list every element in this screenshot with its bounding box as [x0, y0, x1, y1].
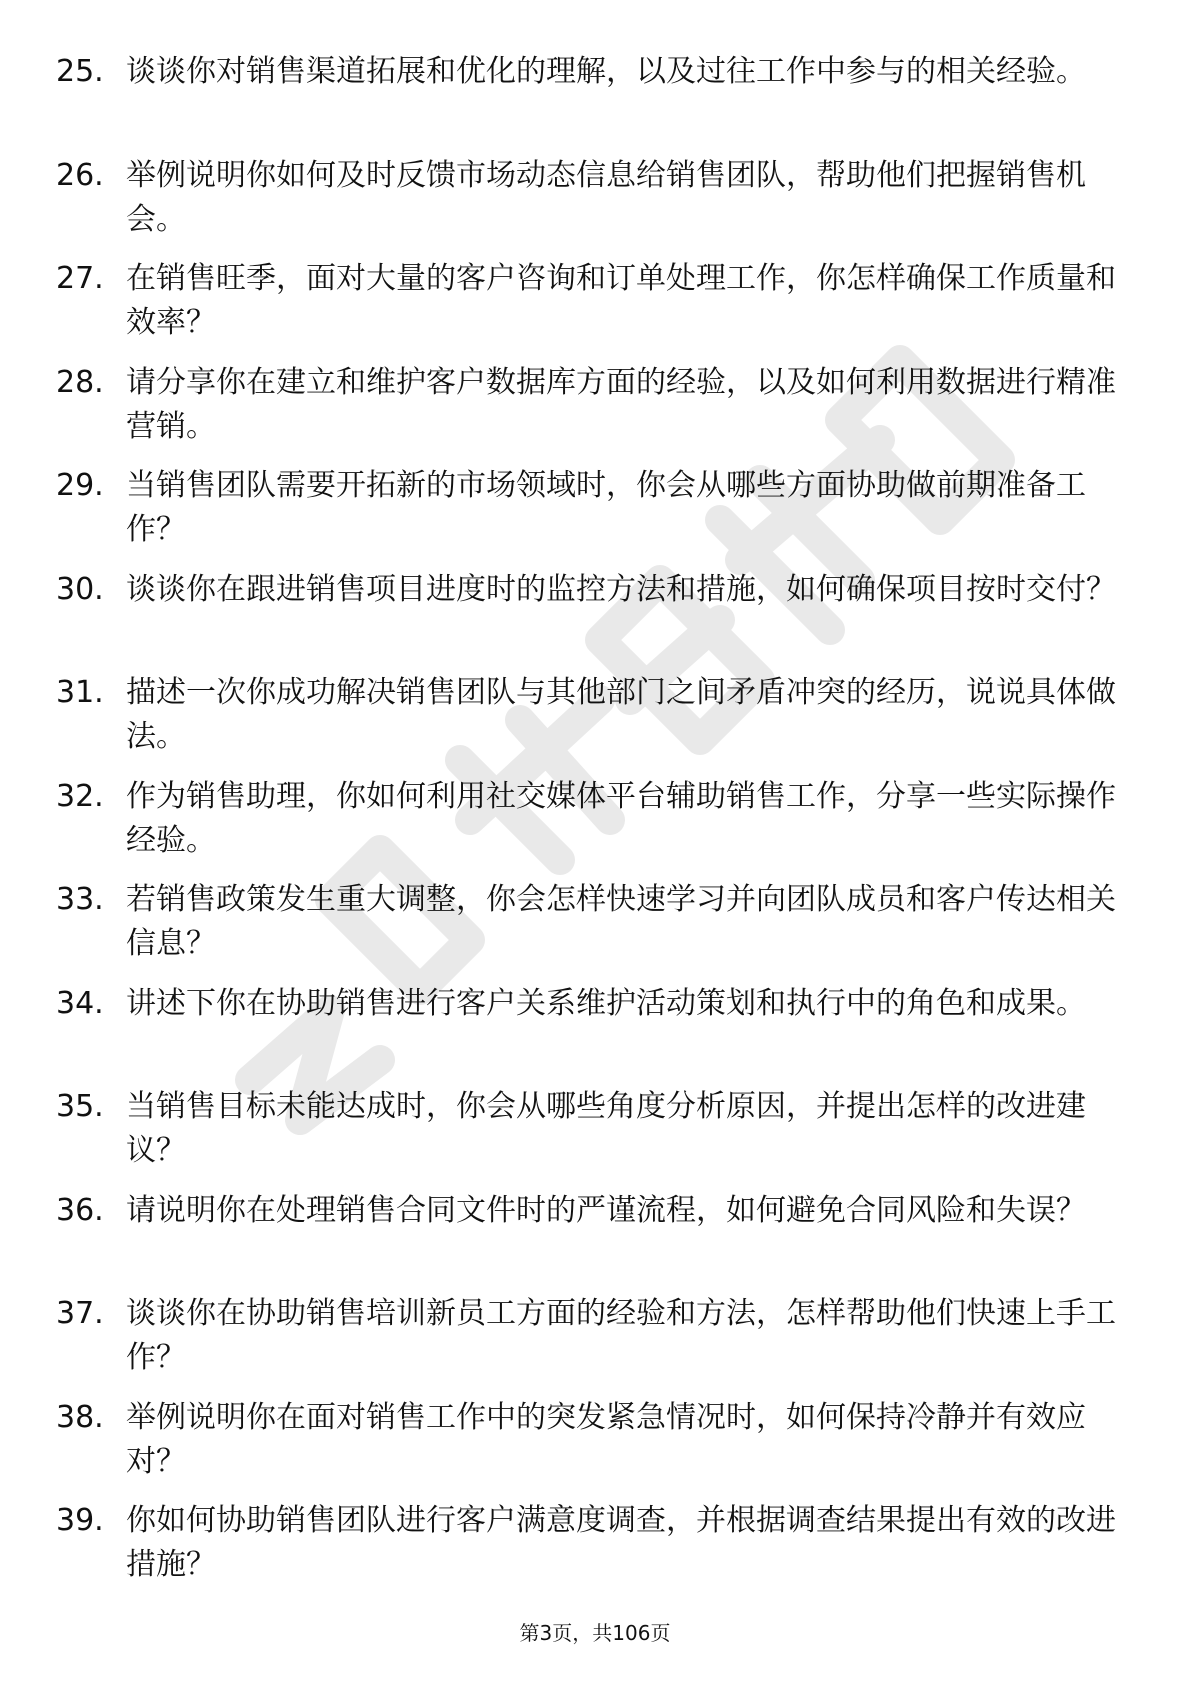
question-text: 若销售政策发生重大调整，你会怎样快速学习并向团队成员和客户传达相关信息？: [126, 882, 1116, 961]
question-item: [56, 50, 1116, 154]
question-number: 34.: [56, 985, 104, 1021]
question-item: [56, 1396, 1116, 1500]
question-item: [56, 1085, 1116, 1189]
question-number: 29.: [56, 468, 104, 503]
question-number: 38.: [56, 1399, 104, 1435]
question-item: [56, 775, 1116, 879]
question-text: 作为销售助理，你如何利用社交媒体平台辅助销售工作，分享一些实际操作经验。: [126, 778, 1116, 858]
question-text: 当销售目标未能达成时，你会从哪些角度分析原因，并提出怎样的改进建议？: [126, 1089, 1086, 1168]
question-list: [56, 50, 1116, 1603]
question-item: [56, 1189, 1116, 1293]
question-number: 32.: [56, 778, 104, 814]
question-text: 谈谈你对销售渠道拓展和优化的理解，以及过往工作中参与的相关经验。: [126, 54, 1086, 89]
question-number: 28.: [56, 364, 104, 400]
question-text: 在销售旺季，面对大量的客户咨询和订单处理工作，你怎样确保工作质量和效率？: [126, 261, 1116, 340]
question-text: 举例说明你在面对销售工作中的突发紧急情况时，如何保持冷静并有效应对？: [126, 1399, 1086, 1479]
question-text: 请分享你在建立和维护客户数据库方面的经验，以及如何利用数据进行精准营销。: [126, 364, 1116, 444]
question-item: [56, 1499, 1116, 1603]
question-text: 谈谈你在跟进销售项目进度时的监控方法和措施，如何确保项目按时交付？: [126, 571, 1116, 607]
question-item: [56, 257, 1116, 361]
question-number: 31.: [56, 675, 104, 710]
question-number: 33.: [56, 882, 104, 917]
question-text: 描述一次你成功解决销售团队与其他部门之间矛盾冲突的经历，说说具体做法。: [126, 675, 1116, 754]
question-item: [56, 361, 1116, 465]
question-text: 你如何协助销售团队进行客户满意度调查，并根据调查结果提出有效的改进措施？: [126, 1503, 1116, 1582]
question-text: 当销售团队需要开拓新的市场领域时，你会从哪些方面协助做前期准备工作？: [126, 468, 1086, 547]
question-item: [56, 671, 1116, 775]
question-item: [56, 464, 1116, 568]
question-item: [56, 982, 1116, 1086]
question-number: 39.: [56, 1503, 104, 1538]
question-item: [56, 878, 1116, 982]
question-item: [56, 154, 1116, 258]
question-item: [56, 1292, 1116, 1396]
question-number: 37.: [56, 1296, 104, 1331]
question-number: 25.: [56, 54, 104, 89]
question-text: 举例说明你如何及时反馈市场动态信息给销售团队，帮助他们把握销售机会。: [126, 157, 1086, 237]
page-number-footer: 第3页，共106页: [519, 1621, 671, 1645]
question-number: 30.: [56, 571, 104, 607]
question-number: 27.: [56, 261, 104, 296]
question-number: 35.: [56, 1089, 104, 1124]
question-item: [56, 568, 1116, 672]
question-text: 谈谈你在协助销售培训新员工方面的经验和方法，怎样帮助他们快速上手工作？: [126, 1296, 1116, 1375]
question-number: 36.: [56, 1192, 104, 1228]
question-number: 26.: [56, 157, 104, 193]
question-text: 讲述下你在协助销售进行客户关系维护活动策划和执行中的角色和成果。: [126, 985, 1086, 1021]
question-text: 请说明你在处理销售合同文件时的严谨流程，如何避免合同风险和失误？: [126, 1192, 1086, 1228]
